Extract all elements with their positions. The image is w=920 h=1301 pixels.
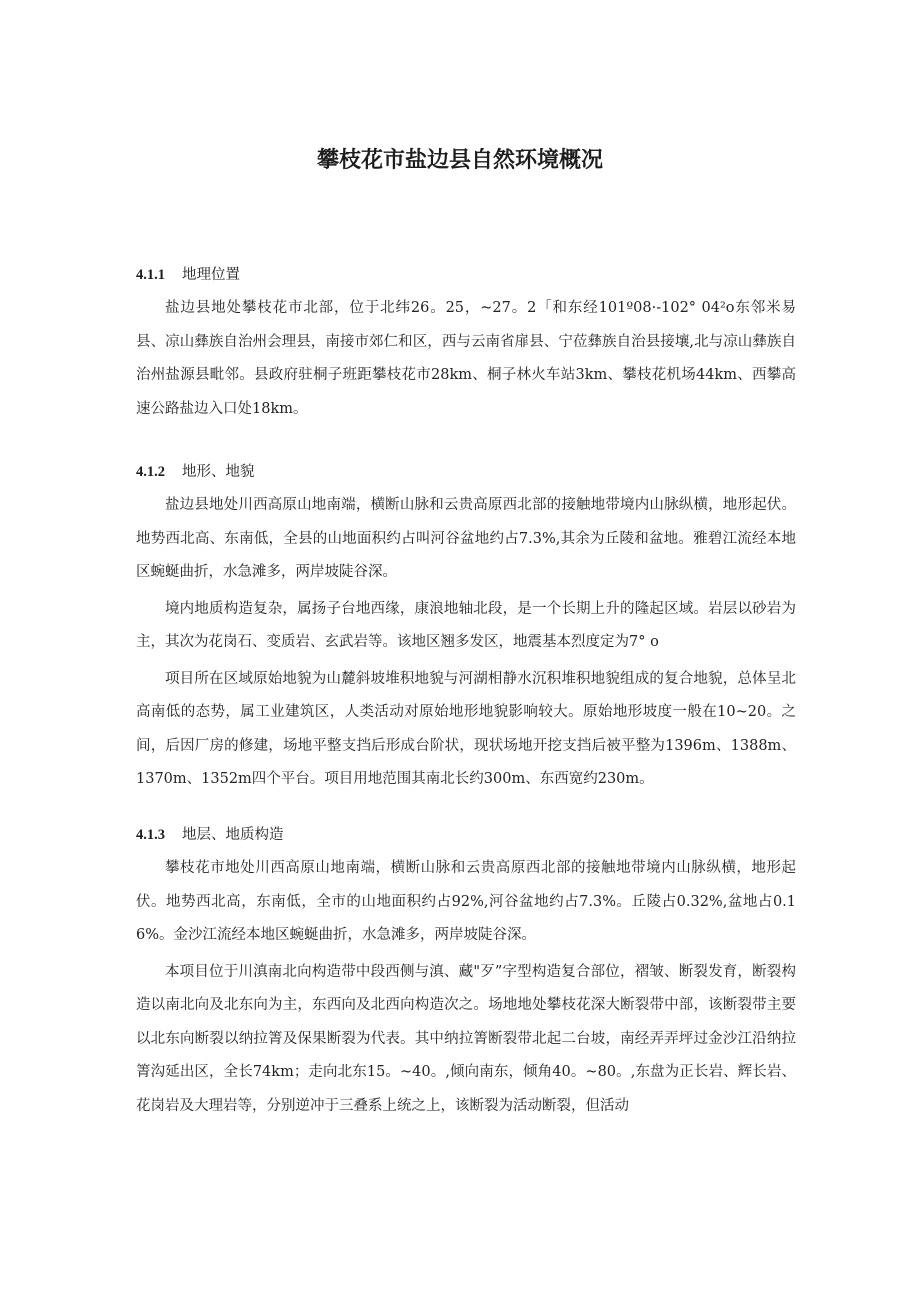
paragraph: 攀枝花市地处川西高原山地南端，横断山脉和云贵高原西北部的接触地带境内山脉纵横，地形起伏。地势西北高，东南低，全市的山地面积约占92%,河谷盆地约占7.3%。丘陵占0.32%,盆地占0.16%。金沙江流经本地区蜿蜒曲折，水急滩多，两岸坡陡谷深。 — [136, 860, 796, 943]
paragraph: 本项目位于川滇南北向构造带中段西侧与滇、藏"歹”字型构造复合部位，褶皱、断裂发育，断裂构造以南北向及北东向为主，东西向及北西向构造次之。场地地处攀枝花深大断裂带中部，该断裂带主要以北东向断裂以纳拉箐及保果断裂为代表。其中纳拉箐断裂带北起二台坡，南经弄弄坪过金沙江沿纳拉箐沟延出区，全长74km；走向北东15。~40。,倾向南东，倾角40。~80。,东盘为正长岩、辉长岩、花岗岩及大理岩等，分别逆冲于三叠系上统之上，该断裂为活动断裂，但活动 — [136, 963, 796, 1114]
paragraph: 境内地质构造复杂，属扬子台地西缘，康浪地轴北段，是一个长期上升的隆起区域。岩层以砂岩为主，其次为花岗石、变质岩、玄武岩等。该地区翘多发区，地震基本烈度定为7° o — [136, 600, 796, 650]
paragraph: 盐边县地处攀枝花市北部，位于北纬26。25，~27。2「和东经101º08·-102° 04²o东邻米易县、凉山彝族自治州会理县，南接市郊仁和区，西与云南省扉县、宁莅彝族自治县接壤,北与凉山彝族自治州盐源县毗邻。县政府驻桐子班距攀枝花市28km、桐子林火车站3km、攀枝花机场44km、西攀高速公路盐边入口处18km。 — [136, 300, 796, 417]
section-landform — [136, 461, 796, 797]
section-number: 4.1.3 — [136, 827, 165, 843]
document-title: 攀枝花市盐边县自然环境概况 — [316, 148, 603, 173]
section-stratum-geology — [136, 824, 796, 1123]
section-heading-label: 地层、地质构造 — [182, 827, 284, 843]
section-heading — [136, 461, 796, 483]
paragraph: 项目所在区域原始地貌为山麓斜坡堆积地貌与河湖相静水沉积堆积地貌组成的复合地貌，总体呈北高南低的态势，属工业建筑区，人类活动对原始地形地貌影响较大。原始地形坡度一般在10~20。之间，后因厂房的修建，场地平整支挡后形成台阶状，现状场地开挖支挡后被平整为1396m、1388m、1370m、1352m四个平台。项目用地范围其南北长约300m、东西宽约230m。 — [136, 670, 796, 787]
section-heading — [136, 264, 796, 286]
section-heading-label: 地形、地貌 — [182, 464, 255, 480]
section-geographic-location — [136, 264, 796, 426]
paragraph: 盐边县地处川西高原山地南端，横断山脉和云贵高原西北部的接触地带境内山脉纵横，地形起伏。地势西北高、东南低，全县的山地面积约占叫河谷盆地约占7.3%,其余为丘陵和盆地。雅碧江流经本地区蜿蜒曲折，水急滩多，两岸坡陡谷深。 — [136, 497, 796, 580]
section-heading — [136, 824, 796, 846]
section-number: 4.1.1 — [136, 267, 165, 283]
section-heading-label: 地理位置 — [182, 267, 240, 283]
section-number: 4.1.2 — [136, 464, 165, 480]
